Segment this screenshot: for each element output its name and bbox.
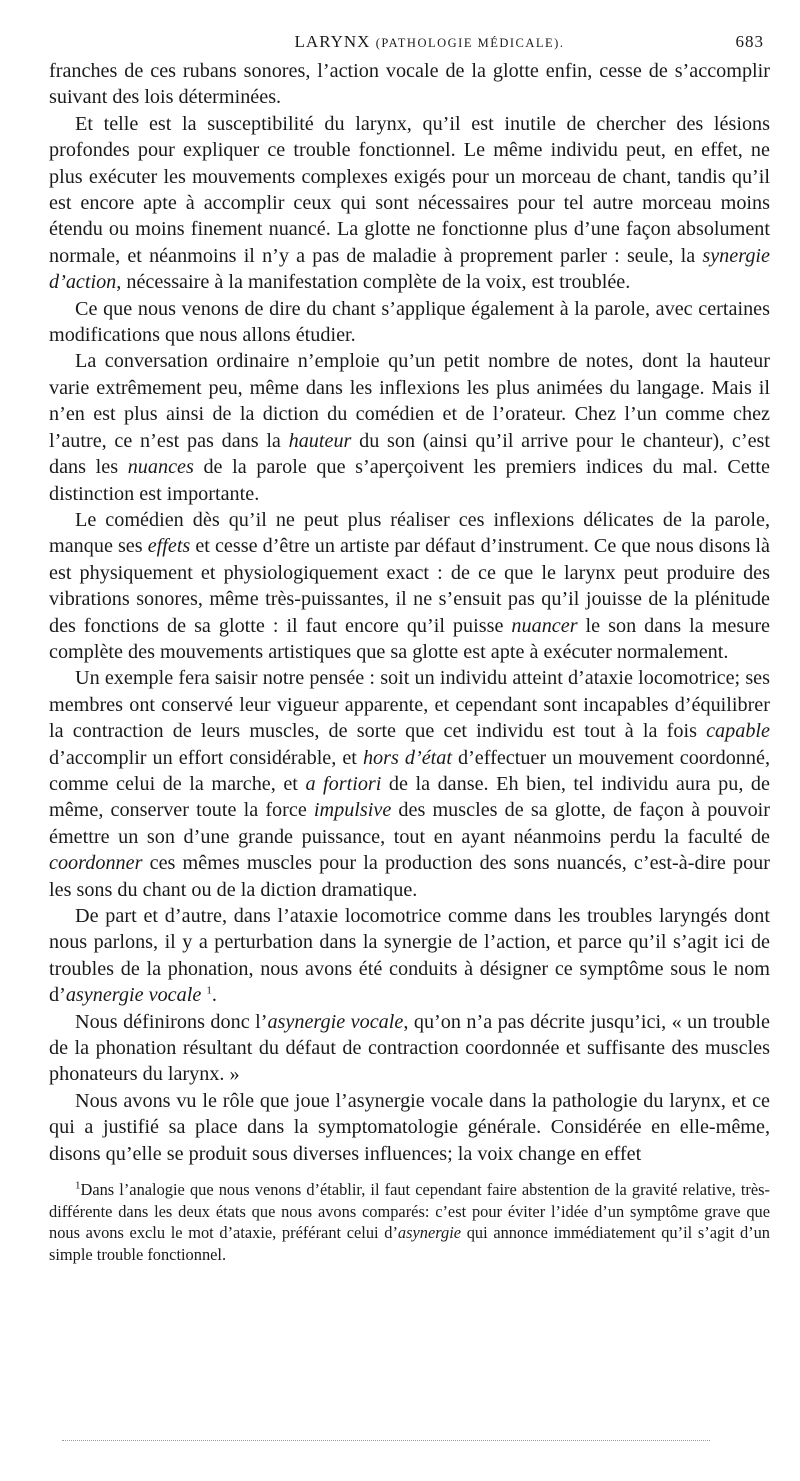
- italic-text: a fortiori: [305, 772, 382, 795]
- italic-text: impulsive: [313, 799, 392, 822]
- text-run: Nous définirons donc l’: [75, 1010, 268, 1033]
- italic-text: capable: [706, 720, 770, 743]
- text-run: d’accomplir un effort considérable, et: [49, 746, 363, 769]
- paragraph: [49, 111, 770, 296]
- italic-text: asynergie: [397, 1223, 462, 1243]
- text-run: , nécessaire à la manifestation complète de la voix, est troublée.: [116, 271, 631, 294]
- text-run: et cesse d’être un artiste par défaut d’instrument. Ce que nous disons là est physiquement et physiologiquement exact : de ce que le larynx peut produire des vibrations sonores, même très-puissantes, il ne s’ensuit pas qu’il jouisse de la plénitude des fonctions de sa glotte : il faut encore qu’il puisse: [49, 535, 770, 637]
- running-head-main: LARYNX: [294, 32, 371, 51]
- italic-text: asynergie vocale: [267, 1010, 404, 1033]
- text-run: Un exemple fera saisir notre pensée : soit un individu atteint d’ataxie locomotrice; ses membres ont conservé leur vigueur apparente, et cependant sont incapables d’équilibrer la contraction de leurs muscles, de sorte que cet individu est tout à la fois: [49, 667, 770, 743]
- paragraph: [49, 1009, 770, 1088]
- footnote-mark: 1: [75, 1179, 81, 1192]
- text-run: de la parole que s’aperçoivent les premiers indices du mal. Cette distinction est importante.: [49, 456, 770, 505]
- italic-text: effets: [147, 535, 191, 558]
- text-run: Nous avons vu le rôle que joue l’asynergie vocale dans la pathologie du larynx, et ce qui a justifié sa place dans la symptomatologie générale. Considérée en elle-même, disons qu’elle se produit sous diverses influences; la voix change en effet: [49, 1089, 770, 1165]
- paragraph: [49, 348, 770, 506]
- paragraph: [49, 903, 770, 1009]
- running-head: [49, 28, 770, 58]
- body-text: [49, 58, 770, 1167]
- text-run: qui annonce immédiatement qu’il s’agit d’un simple trouble fonctionnel.: [49, 1223, 770, 1264]
- paragraph: [49, 507, 770, 665]
- running-head-sub: (PATHOLOGIE MÉDICALE).: [375, 36, 565, 50]
- text-run: le son dans la mesure complète des mouvements artistiques que sa glotte est apte à exécuter normalement.: [49, 614, 771, 663]
- running-head-title: [49, 32, 770, 52]
- italic-text: hors d’état: [362, 746, 452, 769]
- text-run: franches de ces rubans sonores, l’action vocale de la glotte enfin, cesse de s’accomplir suivant des lois déterminées.: [49, 60, 770, 109]
- italic-text: asynergie vocale: [65, 984, 202, 1007]
- paragraph: [49, 665, 770, 903]
- text-run: ces mêmes muscles pour la production des sons nuancés, c’est-à-dire pour les sons du chant ou de la diction dramatique.: [49, 852, 770, 901]
- text-run: des muscles de sa glotte, de façon à pouvoir émettre un son d’une grande puissance, tout en ayant néanmoins perdu la faculté de: [49, 799, 771, 848]
- italic-text: nuancer: [511, 614, 578, 637]
- paragraph: [49, 58, 770, 111]
- text-run: La conversation ordinaire n’emploie qu’un petit nombre de notes, dont la hauteur varie extrêmement peu, même dans les inflexions les plus animées du langage. Mais il n’en est plus ainsi de la diction du comédien et de l’orateur. Chez l’un comme chez l’autre, ce n’est pas dans la: [49, 350, 770, 452]
- text-run: Et telle est la susceptibilité du larynx, qu’il est inutile de chercher des lésions profondes pour expliquer ce trouble fonctionnel. Le même individu peut, en effet, ne plus exécuter les mouvements complexes exigés pour un morceau de chant, tandis qu’il est encore apte à accomplir ceux qui sont nécessaires pour tel autre morceau moins étendu ou moins finement nuancé. La glotte ne fonctionne plus d’une façon absolument normale, et néanmoins il n’y a pas de maladie à proprement parler : seule, la: [49, 112, 770, 267]
- italic-text: synergie d’action: [49, 244, 770, 294]
- paragraph: [49, 1088, 770, 1167]
- text-run: .: [211, 984, 217, 1007]
- italic-text: hauteur: [288, 429, 352, 452]
- text-run: , qu’on n’a pas décrite jusqu’ici, « un trouble de la phonation résultant du défaut de contraction coordonnée et suffisante des muscles phonateurs du larynx. »: [49, 1010, 770, 1086]
- footnotes: [49, 1179, 770, 1265]
- text-run: Ce que nous venons de dire du chant s’applique également à la parole, avec certaines modifications que nous allons étudier.: [49, 297, 770, 347]
- bottom-dotted-rule: [62, 1440, 710, 1441]
- text-run: du son (ainsi qu’il arrive pour le chanteur), c’est dans les: [49, 429, 770, 479]
- italic-text: nuances: [127, 456, 194, 479]
- italic-text: coordonner: [49, 852, 143, 875]
- paragraph: [49, 296, 770, 349]
- text-run: Le comédien dès qu’il ne peut plus réaliser ces inflexions délicates de la parole, manque ses: [49, 508, 770, 558]
- page-number: 683: [735, 32, 764, 51]
- text-run: d’effectuer un mouvement coordonné, comme celui de la marche, et: [49, 746, 770, 795]
- text-run: de la danse. Eh bien, tel individu aura pu, de même, conserver toute la force: [49, 772, 770, 822]
- text-run: Dans l’analogie que nous venons d’établir, il faut cependant faire abstention de la gravité relative, très-différente dans les deux états que nous avons comparés: c’est pour éviter l’idée d’un symptôme grave que nous avons exclu le mot d’ataxie, préférant celui d’: [49, 1180, 770, 1243]
- text-run: De part et d’autre, dans l’ataxie locomotrice comme dans les troubles laryngés dont nous parlons, il y a perturbation dans la synergie de l’action, et parce qu’il s’agit ici de troubles de la phonation, nous avons été conduits à désigner ce symptôme sous le nom d’: [49, 905, 770, 1007]
- footnote-reference: 1: [206, 984, 212, 997]
- footnote: [49, 1179, 770, 1265]
